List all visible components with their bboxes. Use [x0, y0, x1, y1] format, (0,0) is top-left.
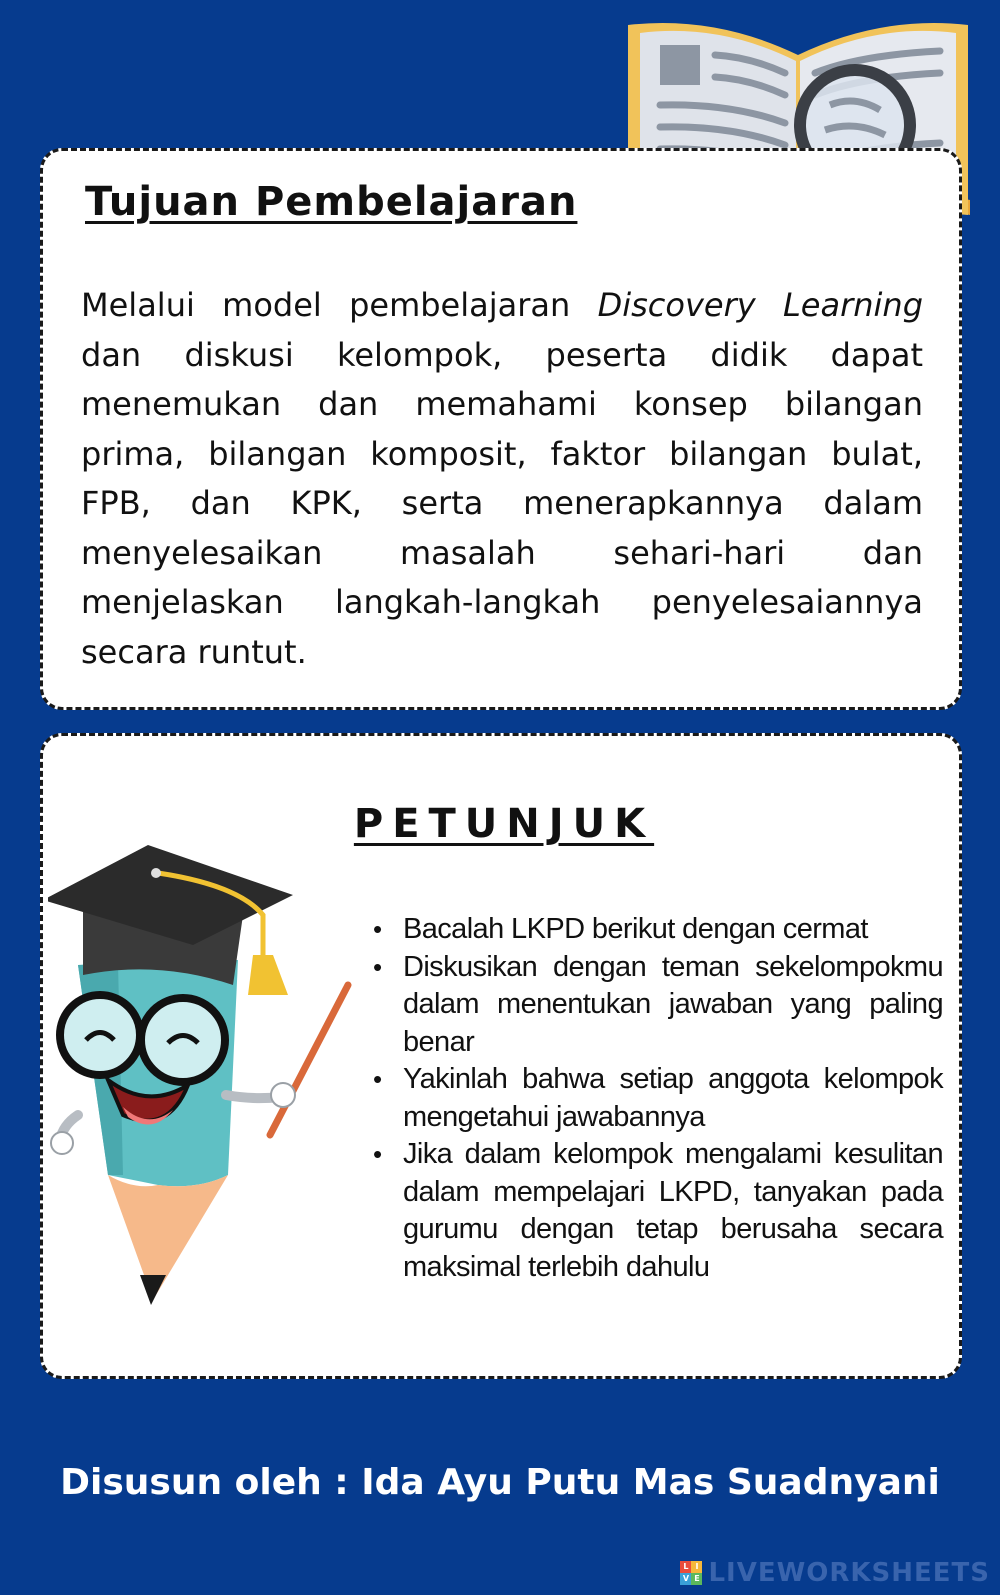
bullet-icon: •	[373, 1064, 382, 1094]
pencil-mascot-icon	[51, 960, 295, 1305]
logo-letter: I	[691, 1561, 702, 1573]
learning-objectives-text	[81, 281, 923, 677]
instruction-text: Yakinlah bahwa setiap anggota kelompok mengetahui jawabannya	[403, 1063, 943, 1133]
objectives-text-part-2: dan diskusi kelompok, peserta didik dapat menemukan dan memahami konsep bilangan prima, bilangan komposit, faktor bilangan bulat, FPB, dan KPK, serta menerapkannya dalam menyelesaikan masalah sehari-hari dan menjelaskan langkah-langkah penyelesaiannya secara runtut.	[81, 335, 923, 671]
logo-letter: E	[691, 1573, 702, 1585]
instruction-text: Jika dalam kelompok mengalami kesulitan dalam mempelajari LKPD, tanyakan pada gurumu dengan tetap berusaha secara maksimal terlebih dahulu	[403, 1138, 943, 1283]
watermark-text: LIVEWORKSHEETS	[708, 1558, 990, 1588]
author-credit: Disusun oleh : Ida Ayu Putu Mas Suadnyani	[60, 1462, 940, 1503]
bullet-icon: •	[373, 914, 382, 944]
instruction-text: Diskusikan dengan teman sekelompokmu dalam menentukan jawaban yang paling benar	[403, 950, 943, 1058]
logo-letter: V	[680, 1573, 691, 1585]
pointer-stick-icon	[270, 985, 348, 1135]
instructions-title: PETUNJUK	[353, 801, 655, 847]
objectives-text-part-1: Melalui model pembelajaran	[81, 286, 598, 324]
discovery-learning-term: Discovery Learning	[597, 286, 924, 324]
liveworksheets-watermark	[680, 1558, 990, 1588]
instructions-list	[373, 911, 943, 1286]
instruction-item	[373, 949, 943, 1062]
instruction-item	[373, 1136, 943, 1286]
instruction-item	[373, 911, 943, 949]
instruction-item	[373, 1061, 943, 1136]
liveworksheets-logo-icon	[680, 1561, 702, 1585]
instruction-text: Bacalah LKPD berikut dengan cermat	[403, 913, 868, 945]
learning-objectives-card	[40, 148, 962, 710]
bullet-icon: •	[373, 951, 382, 982]
pencil-mascot-illustration	[48, 845, 358, 1335]
learning-objectives-title: Tujuan Pembelajaran	[85, 179, 578, 225]
bullet-icon: •	[373, 1139, 382, 1169]
logo-letter: L	[680, 1561, 691, 1573]
